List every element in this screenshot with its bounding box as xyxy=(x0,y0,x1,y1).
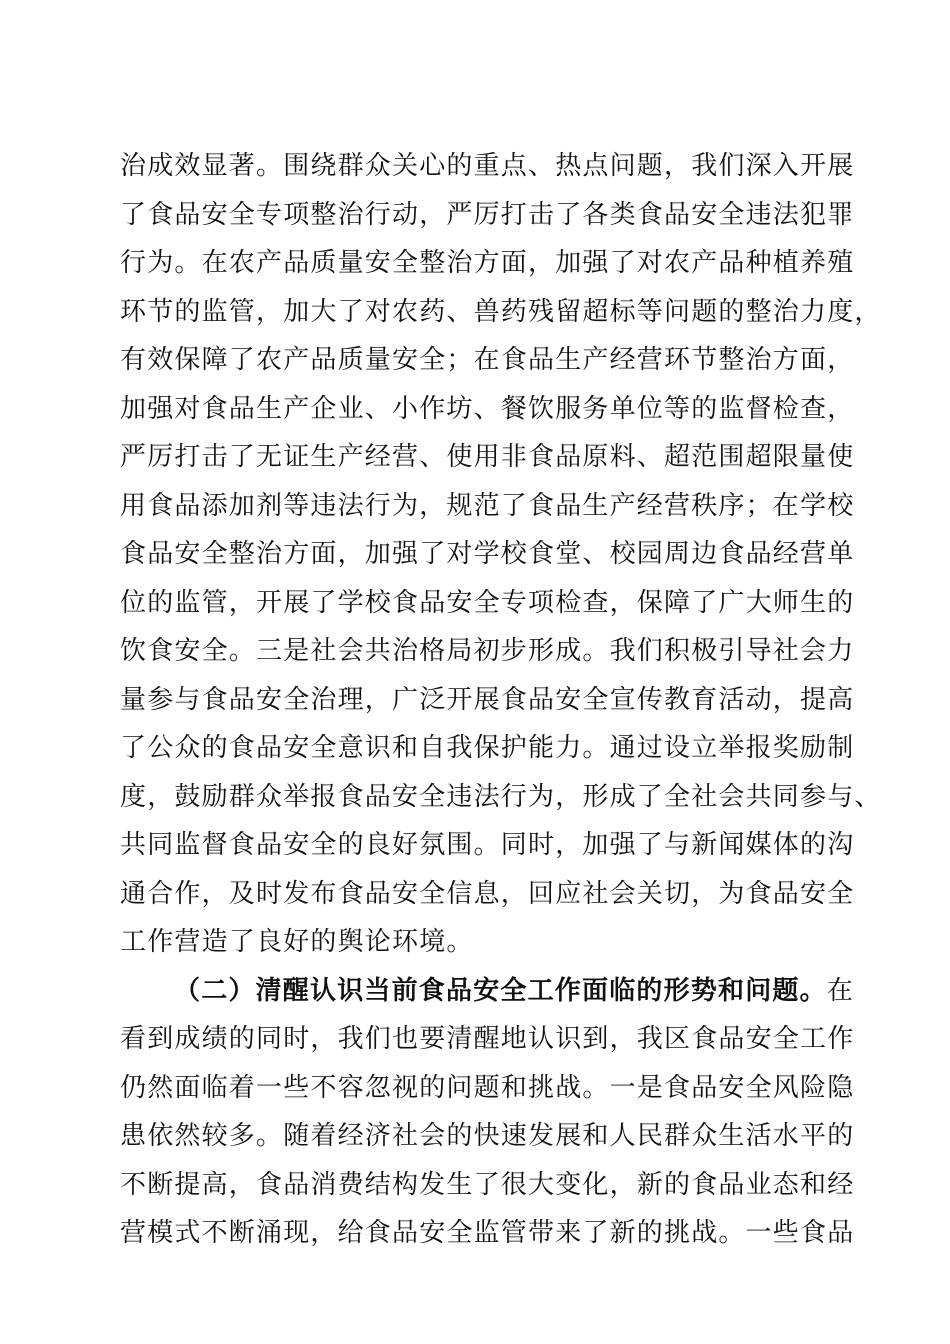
text-line: 用食品添加剂等违法行为，规范了食品生产经营秩序；在学校 xyxy=(120,490,855,521)
text-line: 严厉打击了无证生产经营、使用非食品原料、超范围超限量使 xyxy=(120,442,855,472)
body-text xyxy=(120,142,882,1258)
text-line: 共同监督食品安全的良好氛围。同时，加强了与新闻媒体的沟 xyxy=(120,830,855,860)
text-line: 了公众的食品安全意识和自我保护能力。通过设立举报奖励制 xyxy=(120,733,855,763)
text-line: 行为。在农产品质量安全整治方面，加强了对农产品种植养殖 xyxy=(120,248,855,278)
section-heading-tail: 在 xyxy=(826,975,855,1006)
section-heading: （二）清醒认识当前食品安全工作面临的形势和问题。 xyxy=(174,975,827,1006)
text-line: 度，鼓励群众举报食品安全违法行为，形成了全社会共同参与、 xyxy=(120,781,882,812)
text-line: 食品安全整治方面，加强了对学校食堂、校园周边食品经营单 xyxy=(120,539,855,569)
section-heading-line xyxy=(120,967,855,1016)
text-line: 环节的监管，加大了对农药、兽药残留超标等问题的整治力度， xyxy=(120,296,882,327)
text-line: 患依然较多。随着经济社会的快速发展和人民群众生活水平的 xyxy=(120,1121,855,1151)
text-line: 了食品安全专项整治行动，严厉打击了各类食品安全违法犯罪 xyxy=(120,199,855,230)
text-line: 量参与食品安全治理，广泛开展食品安全宣传教育活动，提高 xyxy=(120,684,855,715)
text-line: 饮食安全。三是社会共治格局初步形成。我们积极引导社会力 xyxy=(120,636,855,666)
text-line: 营模式不断涌现，给食品安全监管带来了新的挑战。一些食品 xyxy=(120,1218,855,1248)
text-line: 有效保障了农产品质量安全；在食品生产经营环节整治方面， xyxy=(120,345,855,375)
text-line: 治成效显著。围绕群众关心的重点、热点问题，我们深入开展 xyxy=(120,151,855,181)
text-line: 看到成绩的同时，我们也要清醒地认识到，我区食品安全工作 xyxy=(120,1024,855,1054)
text-line: 通合作，及时发布食品安全信息，回应社会关切，为食品安全 xyxy=(120,878,855,909)
text-line: 工作营造了良好的舆论环境。 xyxy=(120,927,474,957)
text-line: 不断提高，食品消费结构发生了很大变化，新的食品业态和经 xyxy=(120,1169,855,1200)
text-line: 仍然面临着一些不容忽视的问题和挑战。一是食品安全风险隐 xyxy=(120,1072,855,1103)
text-line: 位的监管，开展了学校食品安全专项检查，保障了广大师生的 xyxy=(120,587,855,618)
text-line: 加强对食品生产企业、小作坊、餐饮服务单位等的监督检查， xyxy=(120,393,855,424)
